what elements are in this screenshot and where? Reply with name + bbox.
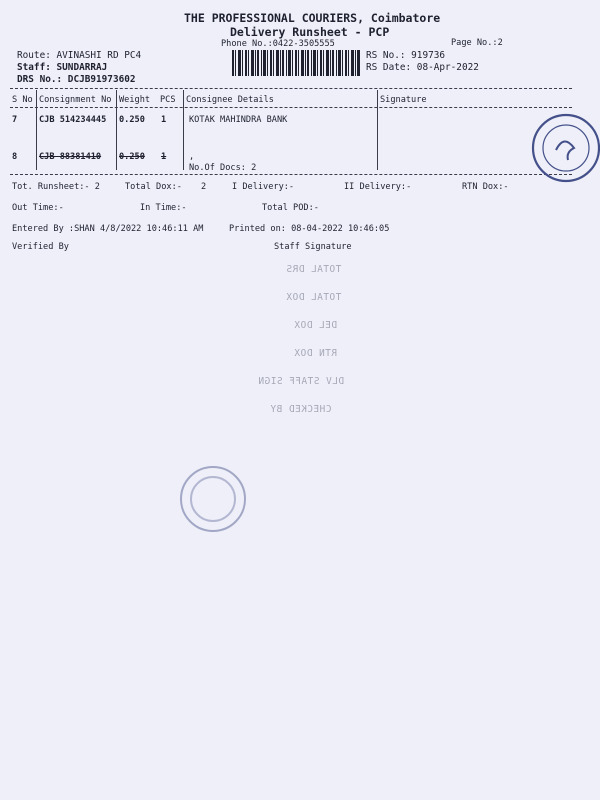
document-title: Delivery Runsheet - PCP <box>230 25 390 39</box>
page-number: Page No.:2 <box>451 38 503 48</box>
i-delivery: I Delivery:- <box>232 182 295 192</box>
row-doc-count: No.Of Docs: 2 <box>189 163 257 173</box>
total-dox-label: Total Dox:- <box>125 182 182 192</box>
rs-date: RS Date: 08-Apr-2022 <box>366 62 479 73</box>
tot-runsheet: Tot. Runsheet:- 2 <box>12 182 100 192</box>
verified-by: Verified By <box>12 242 69 252</box>
rs-number: RS No.: 919736 <box>366 50 446 61</box>
row-pcs: 1 <box>161 152 167 162</box>
barcode <box>232 50 360 76</box>
stamp-line: RTN DOX <box>294 348 338 359</box>
round-stamp-inner <box>190 476 236 522</box>
col-header-consignee: Consignee Details <box>186 95 274 105</box>
row-sno: 8 <box>12 152 18 162</box>
stamp-line: TOTAL DRS <box>286 264 342 275</box>
col-header-weight: Weight <box>119 95 151 105</box>
entered-by: Entered By :SHAN 4/8/2022 10:46:11 AM <box>12 224 204 234</box>
row-consignment: CJB 88381410 <box>39 152 102 162</box>
rtn-dox: RTN Dox:- <box>462 182 509 192</box>
drs-number: DRS No.: DCJB91973602 <box>17 74 136 85</box>
stamp-line: DEL DOX <box>294 320 338 331</box>
stamp-line: DLV STAFF SIGN <box>258 376 345 387</box>
stamp-line: TOTAL DOX <box>286 292 342 303</box>
col-header-pcs: PCS <box>160 95 176 105</box>
col-header-sno: S No <box>12 95 33 105</box>
company-title: THE PROFESSIONAL COURIERS, Coimbatore <box>184 11 441 25</box>
printed-on: Printed on: 08-04-2022 10:46:05 <box>229 224 390 234</box>
column-divider <box>377 90 378 170</box>
phone-number: Phone No.:0422-3505555 <box>221 39 335 49</box>
row-consignee: KOTAK MAHINDRA BANK <box>189 115 288 125</box>
row-weight: 0.250 <box>119 152 145 162</box>
row-consignment: CJB 514234445 <box>39 115 107 125</box>
column-divider <box>183 90 184 170</box>
total-pod: Total POD:- <box>262 203 319 213</box>
row-consignee: , <box>189 152 195 162</box>
in-time: In Time:- <box>140 203 187 213</box>
divider <box>10 107 572 108</box>
staff-label: Staff: SUNDARRAJ <box>17 62 108 73</box>
divider <box>10 174 572 175</box>
row-pcs: 1 <box>161 115 167 125</box>
stamp-line: CHECKED BY <box>270 404 332 415</box>
col-header-consignment: Consignment No <box>39 95 112 105</box>
divider <box>10 88 572 89</box>
row-weight: 0.250 <box>119 115 145 125</box>
bank-seal-icon <box>526 108 600 188</box>
ii-delivery: II Delivery:- <box>344 182 412 192</box>
route-label: Route: AVINASHI RD PC4 <box>17 50 142 61</box>
column-divider <box>116 90 117 170</box>
column-divider <box>36 90 37 170</box>
row-sno: 7 <box>12 115 18 125</box>
out-time: Out Time:- <box>12 203 64 213</box>
col-header-signature: Signature <box>380 95 427 105</box>
staff-signature-label: Staff Signature <box>274 242 352 252</box>
total-dox-value: 2 <box>201 182 207 192</box>
